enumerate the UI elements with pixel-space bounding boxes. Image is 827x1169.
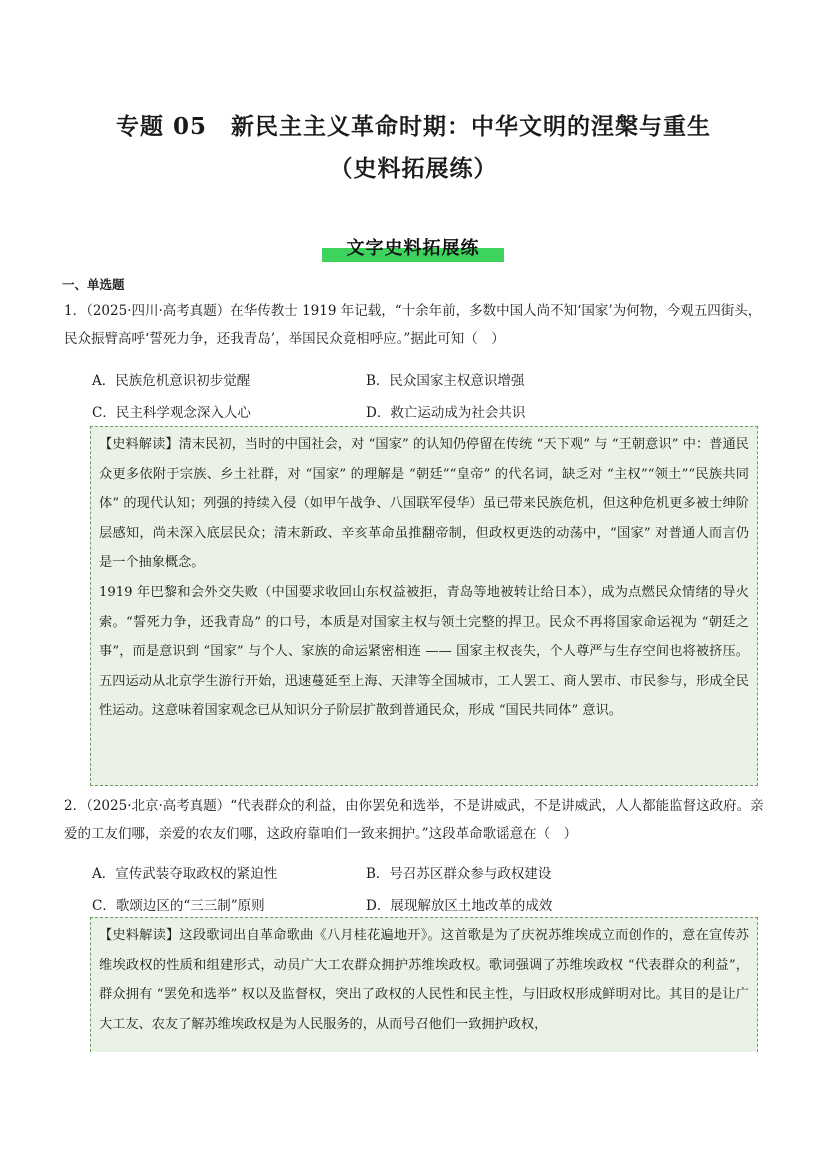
question-1-option-a[interactable]: A．民族危机意识初步觉醒 [92,373,251,389]
question-2-analysis-box [90,917,758,1052]
question-2-option-d[interactable]: D．展现解放区土地改革的成效 [366,898,553,914]
question-2-stem: 2．（2025·北京·高考真题）“代表群众的利益，由你罢免和选举，不是讲威武，不是讲威武，人人都能监督这政府。亲爱的工友们哪，亲爱的农友们哪，这政府靠咱们一致来拥护。”这段革命歌谣意在（ ） [64,798,764,842]
question-2-option-c[interactable]: C．歌颂边区的“三三制”原则 [92,898,265,914]
question-1-option-c[interactable]: C．民主科学观念深入人心 [92,405,251,421]
section-heading: 一、单选题 [62,277,125,292]
question-1-analysis-para-1: 【史料解读】清末民初，当时的中国社会，对 “国家” 的认知仍停留在传统 “天下观” 与 “王朝意识” 中：普通民众更多依附于宗族、乡土社群，对 “国家” 的理解是 “朝廷”“皇帝” 的代名词，缺乏对 “主权”“领土”“民族共同体” 的现代认知；列强的持续入侵（如甲午战争、八国联军侵华）虽已带来民族危机，但这种危机更多被士绅阶层感知，尚未深入底层民众；清末新政、辛亥革命虽推翻帝制，但政权更迭的动荡中，“国家” 对普通人而言仍是一个抽象概念。 [99,437,749,571]
question-2-option-b[interactable]: B．号召苏区群众参与政权建设 [366,866,552,882]
question-1-stem: 1．（2025·四川·高考真题）在华传教士 1919 年记载，“十余年前，多数中国人尚不知‘国家’为何物，今观五四街头，民众振臂高呼‘誓死力争，还我青岛’，举国民众竟相呼应。”据此可知（ ） [64,303,762,347]
section-banner [322,232,504,264]
page-subtitle: （史料拓展练） [329,155,498,182]
page-title: 专题 05 新民主主义革命时期：中华文明的涅槃与重生 [115,113,711,140]
banner-label: 文字史料拓展练 [346,238,480,259]
question-2-option-a[interactable]: A．宣传武装夺取政权的紧迫性 [92,866,278,882]
question-1-analysis-para-2: 1919 年巴黎和会外交失败（中国要求收回山东权益被拒，青岛等地被转让给日本），成为点燃民众情绪的导火索。“誓死力争，还我青岛” 的口号，本质是对国家主权与领土完整的捍卫。民众不再将国家命运视为 “朝廷之事”，而是意识到 “国家” 与个人、家族的命运紧密相连 —— 国家主权丧失，个人尊严与生存空间也将被挤压。五四运动从北京学生游行开始，迅速蔓延至上海、天津等全国城市，工人罢工、商人罢市、市民参与，形成全民性运动。这意味着国家观念已从知识分子阶层扩散到普通民众，形成 “国民共同体” 意识。 [99,584,749,719]
question-1-option-b[interactable]: B．民众国家主权意识增强 [366,373,525,389]
question-1-analysis-box [90,426,758,786]
question-2-analysis-para-1: 【史料解读】这段歌词出自革命歌曲《八月桂花遍地开》。这首歌是为了庆祝苏维埃成立而创作的，意在宣传苏维埃政权的性质和组建形式，动员广大工农群众拥护苏维埃政权。歌词强调了苏维埃政权 “代表群众的利益”，群众拥有 “罢免和选举” 权以及监督权，突出了政权的人民性和民主性，与旧政权形成鲜明对比。其目的是让广大工友、农友了解苏维埃政权是为人民服务的，从而号召他们一致拥护政权， [99,928,749,1032]
question-1-option-d[interactable]: D．救亡运动成为社会共识 [366,405,526,421]
